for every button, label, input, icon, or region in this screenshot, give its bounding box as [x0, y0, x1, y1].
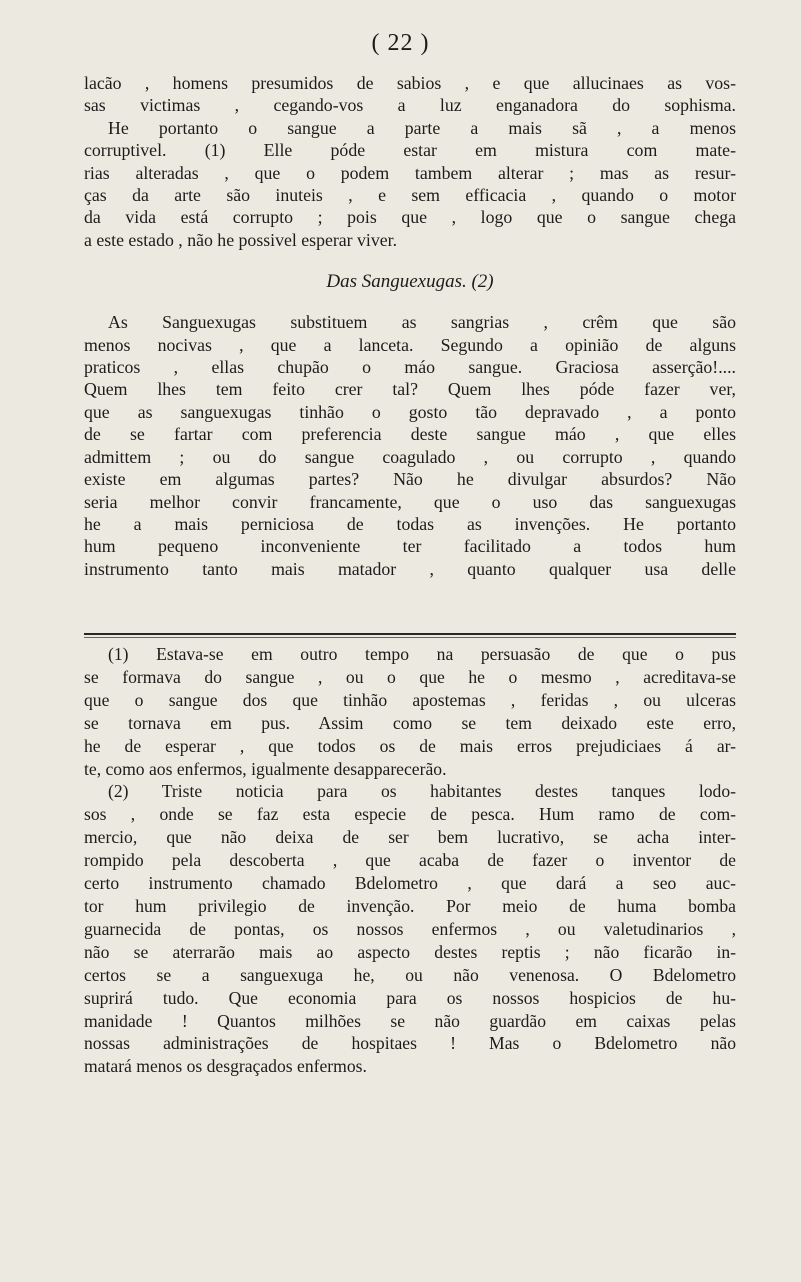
- text-line: admittem ; ou do sangue coagulado , ou corrupto , quando: [84, 446, 736, 467]
- footnote-line: he de esperar , que todos os de mais erros prejudiciaes á ar-: [84, 735, 736, 756]
- footnote-2: [84, 780, 736, 1078]
- text-line: instrumento tanto mais matador , quanto qualquer usa delle: [84, 558, 736, 579]
- footnotes: [84, 643, 736, 1078]
- footnote-divider: [84, 633, 736, 635]
- text-line: da vida está corrupto ; pois que , logo que o sangue chega: [84, 207, 736, 228]
- text-line: He portanto o sangue a parte a mais sã , a menos: [108, 117, 736, 138]
- footnote-line: manidade ! Quantos milhões se não guardão em caixas pelas: [84, 1010, 736, 1031]
- paragraph-2: [84, 311, 736, 580]
- text-line: praticos , ellas chupão o máo sangue. Graciosa asserção!....: [84, 357, 736, 378]
- footnote-line: (2) Triste noticia para os habitantes destes tanques lodo-: [108, 781, 736, 802]
- footnote-line: guarnecida de pontas, os nossos enfermos , ou valetudinarios ,: [84, 918, 736, 939]
- text-line: existe em algumas partes? Não he divulgar absurdos? Não: [84, 469, 736, 490]
- text-line: rias alteradas , que o podem tambem alterar ; mas as resur-: [84, 162, 736, 183]
- footnote-line: que o sangue dos que tinhão apostemas , feridas , ou ulceras: [84, 689, 736, 710]
- footnote-line: não se aterrarão mais ao aspecto destes reptis ; não ficarão in-: [84, 941, 736, 962]
- footnote-line: mercio, que não deixa de ser bem lucrativo, se acha inter-: [84, 827, 736, 848]
- text-line: a este estado , não he possivel esperar viver.: [84, 229, 398, 250]
- footnote-line: se formava do sangue , ou o que he o mesmo , acreditava-se: [84, 666, 736, 687]
- text-line: de se fartar com preferencia deste sangue máo , que elles: [84, 424, 736, 445]
- footnote-line: te, como aos enfermos, igualmente desapparecerão.: [84, 758, 447, 779]
- text-line: he a mais perniciosa de todas as invenções. He portanto: [84, 513, 736, 534]
- footnote-line: matará menos os desgraçados enfermos.: [84, 1056, 367, 1077]
- text-line: corruptivel. (1) Elle póde estar em mistura com mate-: [84, 140, 736, 161]
- paragraph-1: [84, 72, 736, 251]
- footnote-line: certos se a sanguexuga he, ou não venenosa. O Bdelometro: [84, 964, 736, 985]
- footnote-line: sos , onde se faz esta especie de pesca. Hum ramo de com-: [84, 804, 736, 825]
- text-line: lacão , homens presumidos de sabios , e que allucinaes as vos-: [84, 73, 736, 93]
- text-line: sas victimas , cegando-vos a luz enganadora do sophisma.: [84, 95, 736, 116]
- footnote-line: (1) Estava-se em outro tempo na persuasão de que o pus: [108, 644, 736, 664]
- text-line: que as sanguexugas tinhão o gosto tão depravado , a ponto: [84, 401, 736, 422]
- text-line: Quem lhes tem feito crer tal? Quem lhes póde fazer ver,: [84, 379, 736, 400]
- footnote-line: rompido pela descoberta , que acaba de fazer o inventor de: [84, 850, 736, 871]
- footnote-1: [84, 643, 736, 780]
- text-line: seria melhor convir francamente, que o uso das sanguexugas: [84, 491, 736, 512]
- footnote-line: nossas administrações de hospitaes ! Mas o Bdelometro não: [84, 1033, 736, 1054]
- footnote-line: se tornava em pus. Assim como se tem deixado este erro,: [84, 712, 736, 733]
- text-line: As Sanguexugas substituem as sangrias , crêm que são: [108, 312, 736, 333]
- footnote-line: tor hum privilegio de invenção. Por meio de huma bomba: [84, 895, 736, 916]
- main-text: [84, 72, 736, 580]
- page-number: ( 22 ): [371, 30, 430, 56]
- text-line: ças da arte são inuteis , e sem efficacia , quando o motor: [84, 185, 736, 206]
- footnote-line: certo instrumento chamado Bdelometro , que dará a seo auc-: [84, 873, 736, 894]
- section-heading: Das Sanguexugas. (2): [326, 271, 494, 293]
- text-line: menos nocivas , que a lanceta. Segundo a opinião de alguns: [84, 334, 736, 355]
- text-line: hum pequeno inconveniente ter facilitado a todos hum: [84, 536, 736, 557]
- footnote-line: suprirá tudo. Que economia para os nossos hospicios de hu-: [84, 987, 736, 1008]
